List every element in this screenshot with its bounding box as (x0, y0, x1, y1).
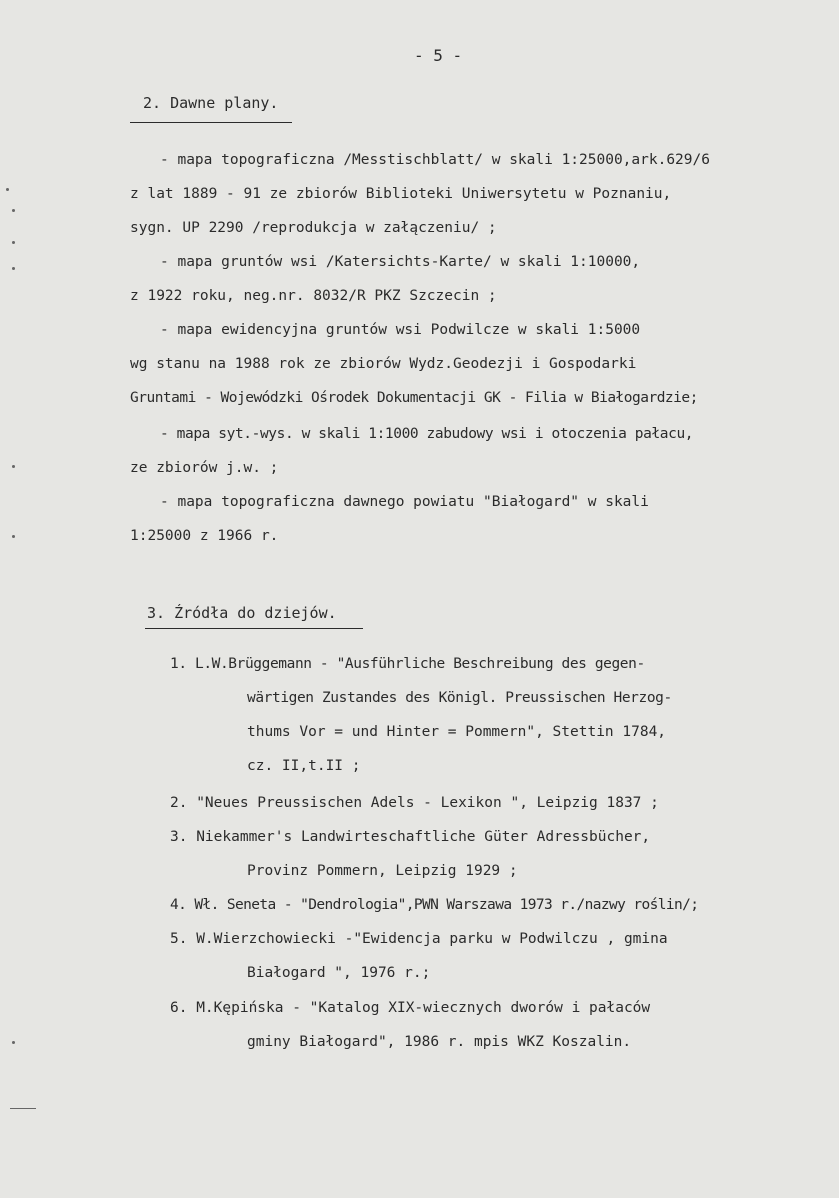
section-3-line-9: 5. W.Wierzchowiecki -"Ewidencja parku w Podwilczu , gmina (170, 931, 668, 947)
section-2-line-7: wg stanu na 1988 rok ze zbiorów Wydz.Geodezji i Gospodarki (130, 356, 637, 372)
section-2-line-6: - mapa ewidencyjna gruntów wsi Podwilcze w skali 1:5000 (160, 322, 641, 338)
section-2-line-10: ze zbiorów j.w. ; (130, 460, 279, 476)
section-3-line-8: 4. Wł. Seneta - "Dendrologia",PWN Warszawa 1973 r./nazwy roślin/; (170, 897, 699, 913)
section-2-line-4: - mapa gruntów wsi /Katersichts-Karte/ w skali 1:10000, (160, 254, 641, 270)
section-2-line-3: sygn. UP 2290 /reprodukcja w załączeniu/ ; (130, 220, 497, 236)
scan-speck (12, 209, 15, 212)
section-3-line-4: cz. II,t.II ; (247, 758, 361, 774)
section-3-line-2: wärtigen Zustandes des Königl. Preussischen Herzog- (247, 690, 672, 706)
section-3-line-12: gminy Białogard", 1986 r. mpis WKZ Koszalin. (247, 1034, 632, 1050)
scan-speck (12, 267, 15, 270)
section-3-line-7: Provinz Pommern, Leipzig 1929 ; (247, 863, 518, 879)
section-3-line-1: 1. L.W.Brüggemann - "Ausführliche Beschreibung des gegen- (170, 656, 645, 672)
section-2-line-11: - mapa topograficzna dawnego powiatu "Białogard" w skali (160, 494, 649, 510)
scan-speck (12, 465, 15, 468)
section-3-line-5: 2. "Neues Preussischen Adels - Lexikon ", Leipzig 1837 ; (170, 795, 659, 811)
section-2-line-2: z lat 1889 - 91 ze zbiorów Biblioteki Uniwersytetu w Poznaniu, (130, 186, 672, 202)
section-3-heading-underline (145, 628, 363, 629)
section-2-heading: 2. Dawne plany. (143, 94, 279, 112)
section-3-line-3: thums Vor = und Hinter = Pommern", Stettin 1784, (247, 724, 667, 740)
scan-speck (12, 241, 15, 244)
section-3-line-11: 6. M.Kępińska - "Katalog XIX-wiecznych dworów i pałaców (170, 1000, 651, 1016)
page-number: - 5 - (414, 46, 463, 65)
section-2-line-8: Gruntami - Wojewódzki Ośrodek Dokumentacji GK - Filia w Białogardzie; (130, 390, 698, 406)
section-2-line-9: - mapa syt.-wys. w skali 1:1000 zabudowy wsi i otoczenia pałacu, (160, 426, 694, 442)
section-2-line-5: z 1922 roku, neg.nr. 8032/R PKZ Szczecin ; (130, 288, 497, 304)
scan-mark (10, 1108, 36, 1109)
section-2-heading-underline (130, 122, 292, 123)
scan-speck (12, 535, 15, 538)
section-3-line-10: Białogard ", 1976 r.; (247, 965, 431, 981)
section-2-line-1: - mapa topograficzna /Messtischblatt/ w skali 1:25000,ark.629/6 (160, 152, 710, 168)
section-3-heading: 3. Źródła do dziejów. (147, 604, 337, 622)
section-3-line-6: 3. Niekammer's Landwirteschaftliche Güter Adressbücher, (170, 829, 651, 845)
scan-speck (6, 188, 9, 191)
section-2-line-12: 1:25000 z 1966 r. (130, 528, 279, 544)
scan-speck (12, 1041, 15, 1044)
